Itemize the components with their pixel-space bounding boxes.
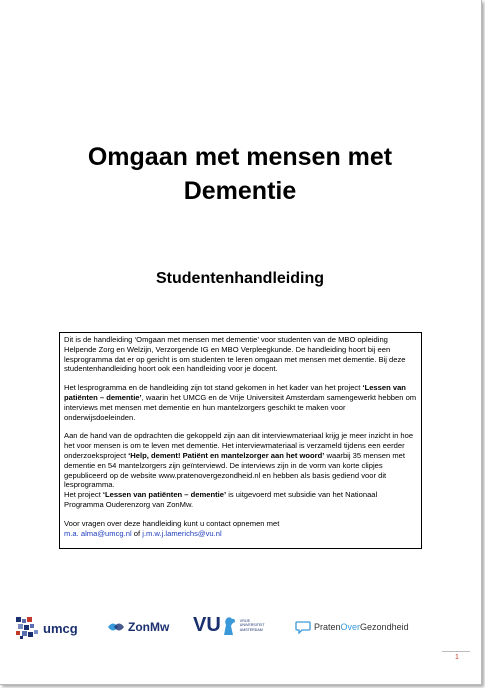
document-subtitle: Studentenhandleiding	[156, 270, 324, 287]
contact-text: Voor vragen over deze handleiding kunt u contact opnemen met	[64, 518, 280, 528]
p4-project-name: ‘Lessen van patiënten – dementie’	[102, 490, 227, 500]
contact-or: of	[131, 528, 143, 538]
intro-paragraph-1: Dit is de handleiding ‘Omgaan met mensen met dementie’ voor studenten van de MBO opleiding Helpende Zorg en Welzijn, Verzorgende IG en MBO Verpleegkunde. De handleiding hoort bij een lesprogramma dat er op gericht is om studenten te leren omgaan met mensen met dementie. Bij deze studentenhandleiding hoort ook een handleiding voor je docent.	[64, 335, 406, 374]
vu-subtext-1: VRIJE	[239, 619, 250, 624]
p3-text-a: Aan de hand van de opdrachten die gekoppeld zijn aan dit interviewmateriaal krijg je meer inzicht in hoe het voor mensen is om te leven met dementie. Het interviewmateriaal is verzameld tijdens een eerder onderzoeksproject	[64, 431, 414, 460]
pog-word-2: Over	[340, 622, 361, 632]
zonmw-emblem-icon	[107, 620, 125, 634]
intro-paragraph-3	[64, 431, 417, 509]
email-link-alma[interactable]: m.a. alma@umcg.nl	[64, 528, 132, 538]
page-number: 1	[455, 654, 459, 661]
umcg-wordmark: umcg	[43, 620, 78, 636]
intro-paragraph-2	[64, 383, 417, 422]
griffin-icon	[221, 615, 237, 637]
vu-subtext	[240, 619, 265, 632]
document-title	[40, 140, 440, 208]
title-line-1: Omgaan met mensen met	[87, 143, 393, 171]
p3-text-c: waarbij 35 mensen met dementie en 54 mantelzorgers zijn geïnterviewd. De interviews zijn in de vorm van korte clipjes gepubliceerd op de website www.pratenovergezondheid.nl en hebben als basis gediend voor dit lesprogramma.	[64, 450, 405, 490]
zonmw-logo	[107, 620, 169, 634]
p4-text-a: Het project	[64, 490, 103, 500]
contact-paragraph	[64, 519, 417, 539]
pratenovergezondheid-logo	[295, 620, 409, 634]
p2-text-c: , waarin het UMCG en de Vrije Universiteit Amsterdam samengewerkt hebben om interviews met mensen met dementie en hun mantelzorgers geschikt te maken voor onderwijsdoeleinden.	[64, 392, 417, 422]
vu-wordmark: VU	[193, 614, 221, 636]
pog-wordmark	[314, 622, 409, 632]
p2-text-a: Het lesprogramma en de handleiding zijn tot stand gekomen in het kader van het project	[64, 383, 363, 393]
vu-logo	[193, 614, 265, 637]
title-line-2: Dementie	[183, 177, 297, 205]
umcg-logo	[14, 615, 78, 641]
footer-line	[442, 651, 470, 652]
zonmw-wordmark: ZonMw	[128, 620, 170, 634]
p2-project-name: ‘Lessen van patiënten – dementie’	[64, 383, 406, 402]
pog-word-1: Praten	[314, 622, 341, 632]
p4-text-c: is uitgevoerd met subsidie van het Nationaal Programma Ouderenzorg van ZonMw.	[64, 490, 378, 509]
email-link-lamerichs[interactable]: j.m.w.j.lamerichs@vu.nl	[142, 528, 222, 538]
vu-subtext-3: AMSTERDAM	[239, 627, 263, 632]
p3-project-name: ‘Help, dement! Patiënt en mantelzorger aan het woord’	[128, 450, 325, 460]
pog-word-3: Gezondheid	[360, 622, 409, 632]
vu-subtext-2: UNIVERSITEIT	[239, 623, 265, 628]
umcg-emblem-icon	[14, 615, 40, 641]
speech-bubble-icon	[295, 620, 311, 634]
intro-textbox	[59, 332, 422, 549]
footer-logos	[0, 610, 485, 650]
